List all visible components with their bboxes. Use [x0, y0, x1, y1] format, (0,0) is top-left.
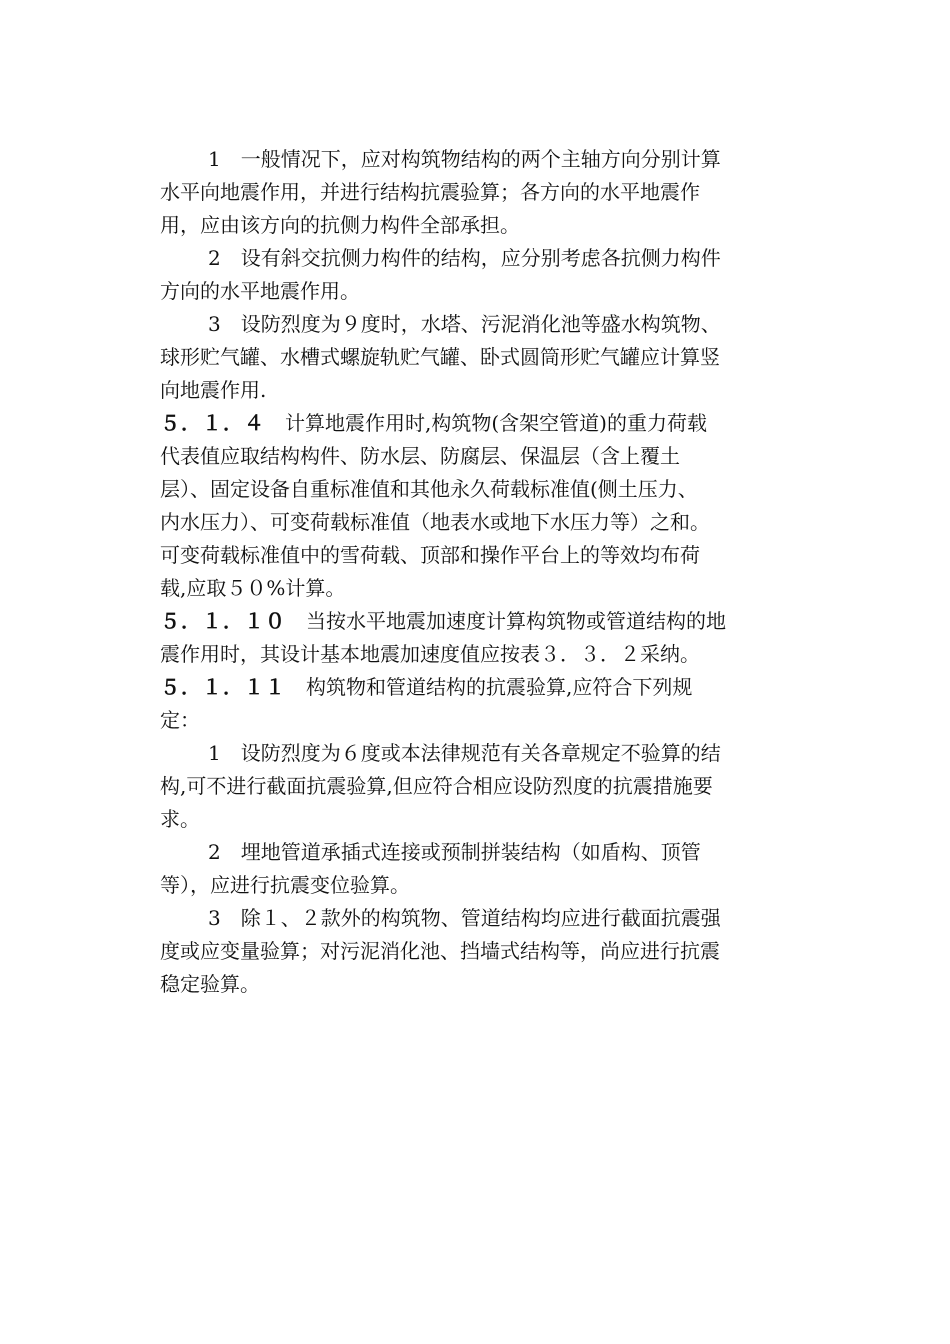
text-line: 方向的水平地震作用。 [160, 279, 360, 303]
text-line: 构,可不进行截面抗震验算,但应符合相应设防烈度的抗震措施要 [160, 774, 713, 798]
paragraph-item-2 [160, 242, 800, 308]
text-line [160, 671, 800, 704]
clause-text: 构筑物和管道结构的抗震验算,应符合下列规 [286, 675, 693, 699]
text-line: 震作用时，其设计基本地震加速度值应按表３．３．２采纳。 [160, 642, 700, 666]
text-line: 3 除１、２款外的构筑物、管道结构均应进行截面抗震强 [208, 906, 721, 930]
text-line: 载,应取５０%计算。 [160, 576, 346, 600]
text-line: 可变荷载标准值中的雪荷载、顶部和操作平台上的等效均布荷 [160, 543, 700, 567]
text-line: 代表值应取结构构件、防水层、防腐层、保温层（含上覆土 [160, 444, 680, 468]
clause-number: ５．１．４ [160, 411, 265, 435]
clause-text: 计算地震作用时,构筑物(含架空管道)的重力荷载 [265, 411, 707, 435]
text-line: 定： [160, 708, 200, 732]
text-line: 3 设防烈度为９度时，水塔、污泥消化池等盛水构筑物、 [208, 312, 721, 336]
text-line: 层）、固定设备自重标准值和其他永久荷载标准值(侧土压力、 [160, 477, 698, 501]
clause-number: ５．１．１０ [160, 609, 286, 633]
text-line: 求。 [160, 807, 200, 831]
text-line: 度或应变量验算；对污泥消化池、挡墙式结构等，尚应进行抗震 [160, 939, 720, 963]
text-line: 1 一般情况下，应对构筑物结构的两个主轴方向分别计算 [208, 147, 721, 171]
text-line: 2 设有斜交抗侧力构件的结构，应分别考虑各抗侧力构件 [208, 246, 721, 270]
paragraph-item-1 [160, 143, 800, 242]
text-line: 2 埋地管道承插式连接或预制拼装结构（如盾构、顶管 [208, 840, 701, 864]
clause-number: ５．１．１１ [160, 675, 286, 699]
text-line: 向地震作用. [160, 378, 267, 402]
text-line: 等），应进行抗震变位验算。 [160, 873, 410, 897]
document-page [160, 143, 800, 1001]
clause-5-1-10 [160, 605, 800, 671]
paragraph-item-3 [160, 308, 800, 407]
paragraph-clause-5-1-11-item-2 [160, 836, 800, 902]
clause-5-1-4 [160, 407, 800, 605]
text-line [160, 605, 800, 638]
text-line: 内水压力）、可变荷载标准值（地表水或地下水压力等）之和。 [160, 510, 710, 534]
text-line [160, 407, 800, 440]
clause-5-1-11 [160, 671, 800, 737]
clause-text: 当按水平地震加速度计算构筑物或管道结构的地 [286, 609, 726, 633]
text-line: 水平向地震作用，并进行结构抗震验算；各方向的水平地震作 [160, 180, 700, 204]
paragraph-clause-5-1-11-item-3 [160, 902, 800, 1001]
text-line: 1 设防烈度为６度或本法律规范有关各章规定不验算的结 [208, 741, 721, 765]
paragraph-clause-5-1-11-item-1 [160, 737, 800, 836]
text-line: 稳定验算。 [160, 972, 260, 996]
text-line: 球形贮气罐、水槽式螺旋轨贮气罐、卧式圆筒形贮气罐应计算竖 [160, 345, 720, 369]
text-line: 用，应由该方向的抗侧力构件全部承担。 [160, 213, 520, 237]
